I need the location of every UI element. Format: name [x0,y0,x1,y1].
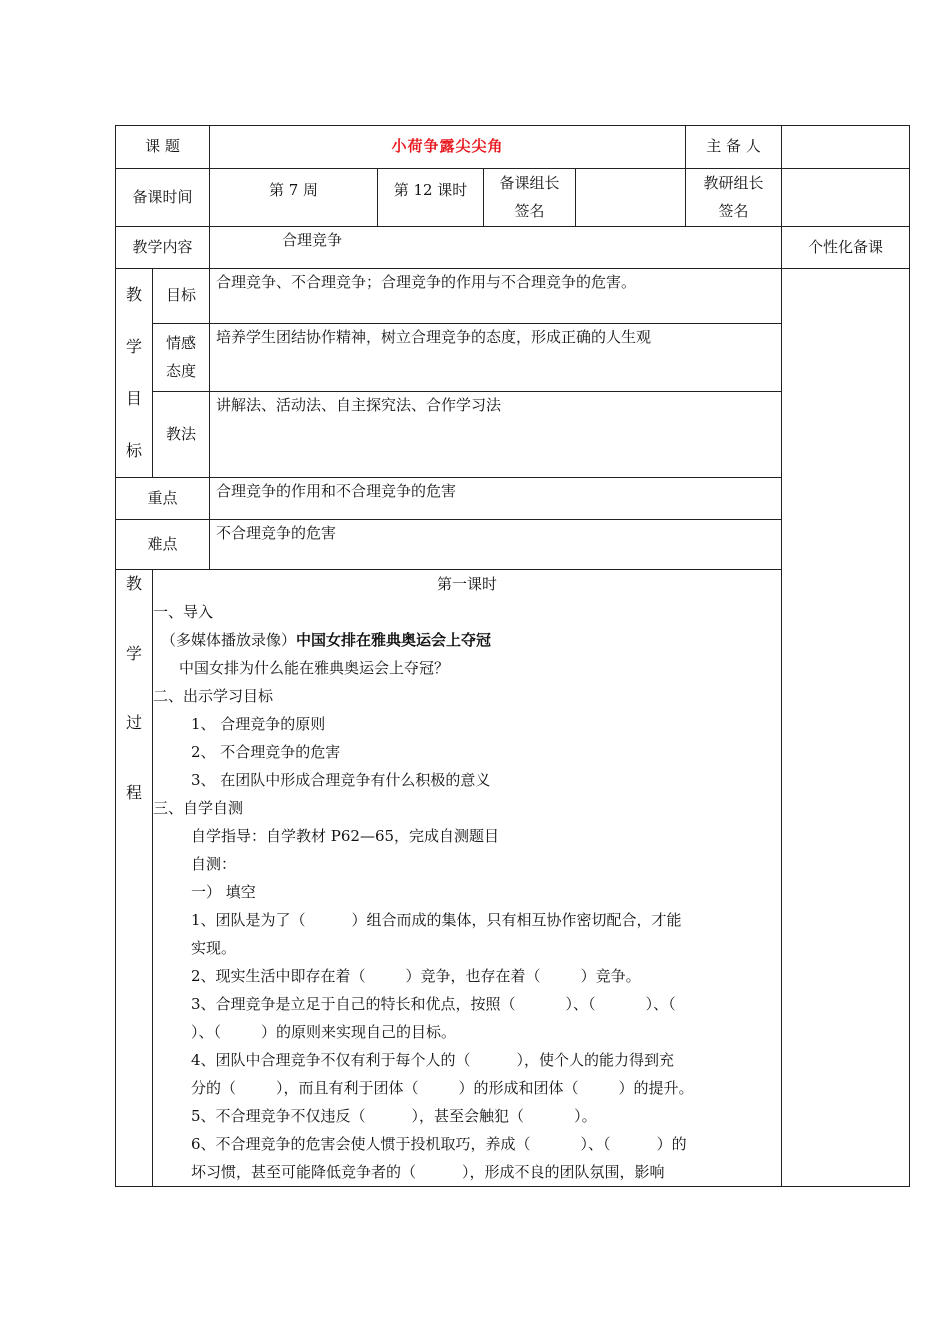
question-3-line-1 [153,990,781,1018]
method-text: 讲解法、活动法、自主探究法、合作学习法 [216,395,502,414]
content-value-cell [210,227,782,269]
question-6-line-2 [153,1158,781,1186]
question-6-line-1 [153,1130,781,1158]
q4-f: ）的提升。 [618,1079,694,1097]
process-label-char-3: 过 [125,713,142,733]
content-value: 合理竞争 [282,231,343,249]
self-test-label: 自测： [191,855,237,873]
objective-label: 目标 [153,269,210,324]
q3-b: ）、（ [565,995,596,1013]
session-heading: 第一课时 [437,575,498,593]
q5-b: ），甚至会触犯（ [411,1107,525,1125]
lesson-title: 小荷争露尖尖角 [210,126,686,169]
difficulty-text-cell [210,520,782,570]
q3-d: ）、（ [191,1023,222,1041]
question-4-line-1 [153,1046,781,1074]
q6-d: 坏习惯，甚至可能降低竞争者的（ [191,1163,417,1181]
attitude-label [153,324,210,391]
q3-e: ）的原则来实现自己的目标。 [261,1023,457,1041]
preparer-value [782,126,910,169]
q4-c: 分的（ [191,1079,237,1097]
process-label-char-4: 程 [125,783,142,803]
header-row-2 [116,169,910,227]
q6-b: ）、（ [580,1135,611,1153]
q4-e: ）的形成和团体（ [458,1079,579,1097]
q6-e: ），形成不良的团队氛围，影响 [462,1163,665,1181]
intro-video-title: 中国女排在雅典奥运会上夺冠 [296,631,492,649]
goals-vertical-label [116,269,153,478]
attitude-label-line-1: 情感 [165,334,196,353]
personal-prep-column [782,269,910,1187]
section-intro: 一、导入 [153,603,214,621]
research-leader-label [686,169,782,227]
lesson-number-cell [378,169,484,227]
q1-a: 1、团队是为了（ [191,911,306,929]
intro-video-line [153,626,781,654]
research-leader-label-line-1: 教研组长 [703,174,764,192]
objective-text-cell [210,269,782,324]
lesson-plan-table [115,125,910,1187]
section-objectives: 二、出示学习目标 [153,687,274,705]
week-cell [210,169,378,227]
preparer-label: 主 备 人 [686,126,782,169]
group-leader-signature [576,169,686,227]
q1-b: ）组合而成的集体，只有相互协作密切配合，才能 [351,911,682,929]
goal-row-objective [116,269,910,324]
goals-label-char-4: 标 [125,440,142,460]
personal-prep-label: 个性化备课 [782,227,910,269]
content-label: 教学内容 [116,227,210,269]
self-study-guide: 自学指导：自学教材 P62—65，完成自测题目 [191,827,500,845]
difficulty-label: 难点 [116,520,210,570]
q4-a: 4、团队中合理竞争不仅有利于每个人的（ [191,1051,471,1069]
research-leader-signature [782,169,910,227]
fill-blank-heading: 一） 填空 [191,883,256,901]
process-label-char-2: 学 [125,643,142,663]
question-5 [153,1102,781,1130]
q5-c: ）。 [574,1107,597,1125]
objective-text: 合理竞争、不合理竞争；合理竞争的作用与不合理竞争的危害。 [216,273,637,291]
q2-b: ）竞争，也存在着（ [405,967,541,985]
question-1-line-1 [153,906,781,934]
q2-c: ）竞争。 [580,967,641,985]
topic-label: 课 题 [116,126,210,169]
q3-c: ）、（ [645,995,676,1013]
time-label: 备课时间 [116,169,210,227]
objective-item-3: 3、 在团队中形成合理竞争有什么积极的意义 [191,771,491,789]
attitude-label-line-2: 态度 [165,362,196,381]
attitude-text: 培养学生团结协作精神，树立合理竞争的态度，形成正确的人生观 [216,328,652,347]
content-row [116,227,910,269]
intro-video-note: （多媒体播放录像） [161,631,297,649]
key-point-text: 合理竞争的作用和不合理竞争的危害 [216,482,457,500]
question-2 [153,962,781,990]
attitude-text-cell [210,324,782,391]
key-point-label: 重点 [116,478,210,520]
process-vertical-label [116,570,153,1187]
process-body [153,570,782,1187]
difficulty-text: 不合理竞争的危害 [216,524,337,542]
goals-label-char-3: 目 [125,388,142,408]
process-label-char-1: 教 [125,574,142,593]
method-text-cell [210,391,782,477]
section-self-study: 三、自学自测 [153,799,244,817]
lesson-number-text: 第 12 课时 [393,181,468,199]
research-leader-label-line-2: 签名 [718,202,749,220]
header-row-1 [116,126,910,169]
objective-item-2: 2、 不合理竞争的危害 [191,743,341,761]
q4-b: ），使个人的能力得到充 [516,1051,675,1069]
q3-a: 3、合理竞争是立足于自己的特长和优点，按照（ [191,995,516,1013]
q6-c: ）的 [656,1135,687,1153]
group-leader-label-line-2: 签名 [514,202,545,220]
question-4-line-2 [153,1074,781,1102]
goals-label-char-1: 教 [125,284,142,304]
group-leader-label [484,169,576,227]
q6-a: 6、不合理竞争的危害会使人惯于投机取巧，养成（ [191,1135,531,1153]
intro-question: 中国女排为什么能在雅典奥运会上夺冠？ [179,659,450,677]
q5-a: 5、不合理竞争不仅违反（ [191,1107,366,1125]
goals-label-char-2: 学 [125,336,142,356]
q4-d: ），而且有利于团体（ [276,1079,419,1097]
question-3-line-2 [153,1018,781,1046]
week-text: 第 7 周 [268,181,319,199]
objective-item-1: 1、 合理竞争的原则 [191,715,326,733]
group-leader-label-line-1: 备课组长 [499,174,560,192]
question-1-line-2: 实现。 [191,939,237,957]
method-label: 教法 [153,391,210,477]
q2-a: 2、现实生活中即存在着（ [191,967,366,985]
key-point-text-cell [210,478,782,520]
